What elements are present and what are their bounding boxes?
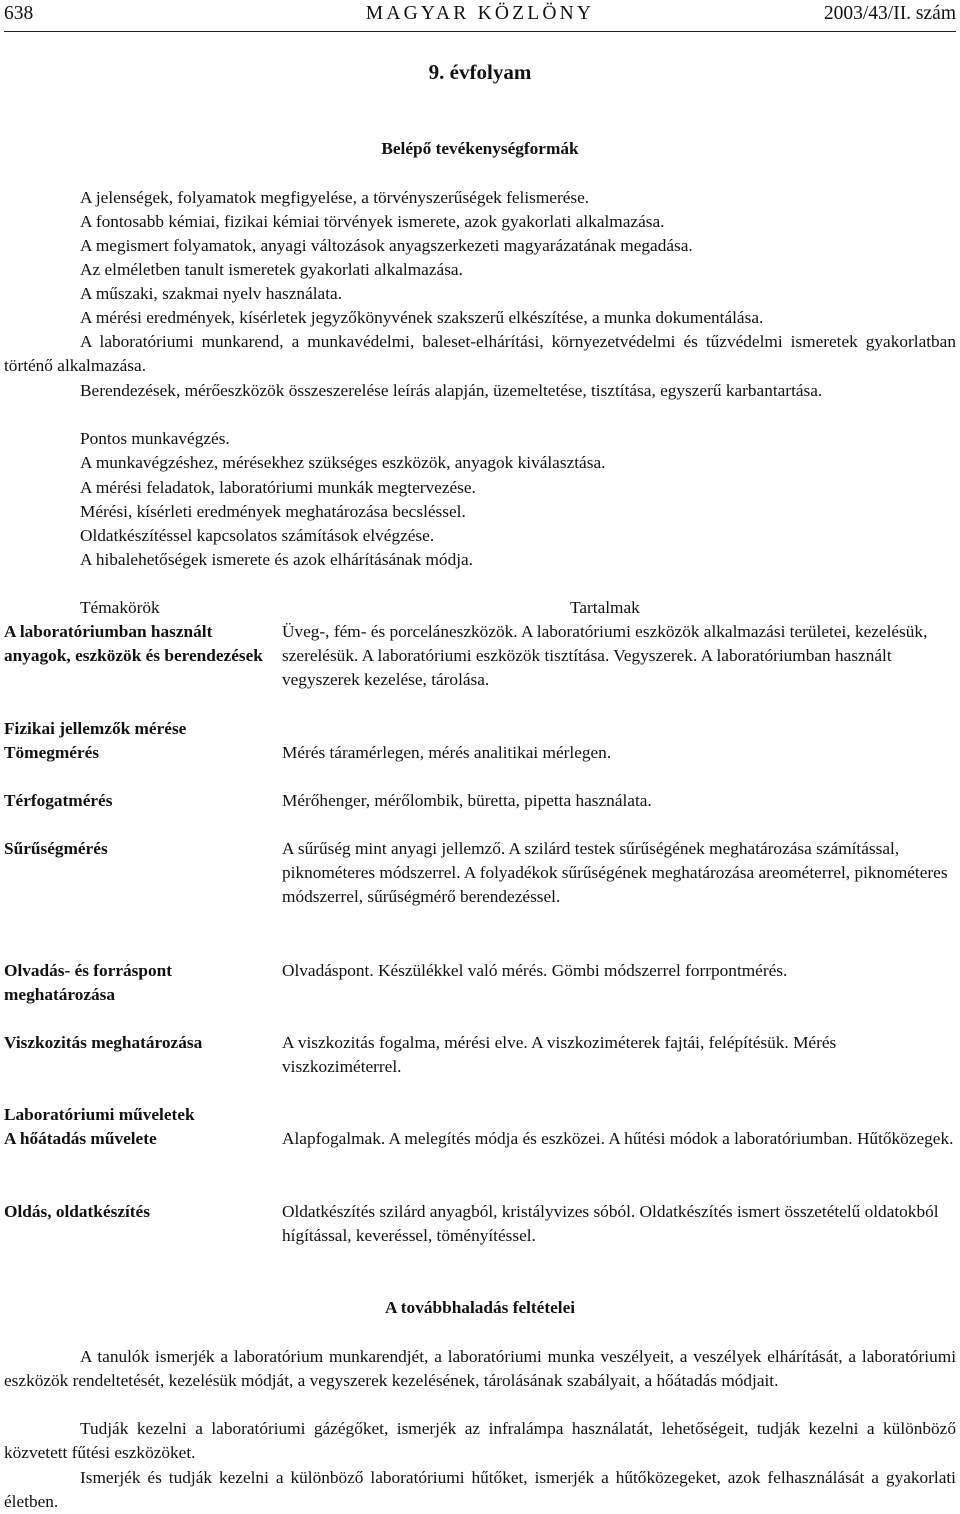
content-cell: Olvadáspont. Készülékkel való mérés. Gömbi módszerrel forrpontmérés. [282, 961, 788, 980]
activity-item: Mérési, kísérleti eredmények meghatározása becsléssel. [80, 502, 466, 521]
column-header-contents: Tartalmak [570, 598, 640, 617]
activity-item: A mérési feladatok, laboratóriumi munkák megtervezése. [80, 478, 476, 497]
activity-item: A munkavégzéshez, mérésekhez szükséges eszközök, anyagok kiválasztása. [80, 453, 606, 472]
topic-cell: Sűrűségmérés [4, 839, 108, 858]
entry-activities-heading: Belépő tevékenységformák [381, 139, 579, 158]
column-header-topics: Témakörök [80, 598, 160, 617]
topic-cell: A hőátadás művelete [4, 1129, 157, 1148]
topic-cell: Laboratóriumi műveletek [4, 1105, 195, 1124]
topic-cell: Fizikai jellemzők mérése [4, 719, 187, 738]
topic-cell: Viszkozitás meghatározása [4, 1033, 203, 1052]
activity-item: A megismert folyamatok, anyagi változások anyagszerkezeti magyarázatának megadása. [80, 236, 693, 255]
activity-item: Pontos munkavégzés. [80, 429, 230, 448]
topic-cell: Olvadás- és forráspont meghatározása [4, 961, 173, 1005]
activity-item: A műszaki, szakmai nyelv használata. [80, 284, 343, 303]
topic-cell: Tömegmérés [4, 743, 100, 762]
topic-cell: A laboratóriumban használt anyagok, eszközök és berendezések [4, 622, 263, 666]
activity-item: A jelenségek, folyamatok megfigyelése, a törvényszerűségek felismerése. [80, 188, 590, 207]
content-cell: Mérőhenger, mérőlombik, büretta, pipetta használata. [282, 791, 652, 810]
journal-title: MAGYAR KÖZLÖNY [365, 3, 595, 24]
activity-item: A hibalehetőségek ismerete és azok elhárításának módja. [80, 550, 473, 569]
running-header [4, 2, 956, 30]
activity-item: Oldatkészítéssel kapcsolatos számítások elvégzése. [80, 526, 435, 545]
topic-cell: Oldás, oldatkészítés [4, 1202, 150, 1221]
page-number: 638 [4, 3, 34, 24]
content-cell: Alapfogalmak. A melegítés módja és eszközei. A hűtési módok a laboratóriumban. Hűtőközegek. [282, 1129, 954, 1148]
content-cell: A sűrűség mint anyagi jellemző. A szilárd testek sűrűségének meghatározása számítással, piknométeres módszerrel. A folyadékok sűrűségének meghatározása areométerrel, piknométeres módszerrel, sűrűségmérő berendezéssel. [282, 839, 948, 907]
content-cell: Üveg-, fém- és porceláneszközök. A laboratóriumi eszközök alkalmazási területei, kezelésük, szerelésük. A laboratóriumi eszközök tisztítása. Vegyszerek. A laboratóriumban használt vegyszerek kezelése, tárolása. [282, 622, 928, 690]
header-rule [4, 31, 956, 32]
year-heading: 9. évfolyam [428, 60, 532, 84]
activity-item: Berendezések, mérőeszközök összeszerelése leírás alapján, üzemeltetése, tisztítása, egyszerű karbantartása. [80, 381, 823, 400]
content-cell: Mérés táramérlegen, mérés analitikai mérlegen. [282, 743, 612, 762]
progression-paragraph: A tanulók ismerjék a laboratórium munkarendjét, a laboratóriumi munka veszélyeit, a veszélyek elhárítását, a laboratóriumi eszközök rendeltetését, kezelésük módját, a vegyszerek kezelésének, tárolásának szabályait, a hőátadás módjait. [4, 1347, 956, 1391]
activity-item: A fontosabb kémiai, fizikai kémiai törvények ismerete, azok gyakorlati alkalmazása. [80, 212, 665, 231]
issue-number: 2003/43/II. szám [823, 3, 956, 24]
content-cell: A viszkozitás fogalma, mérési elve. A viszkoziméterek fajtái, felépítésük. Mérés viszkoziméterrel. [282, 1033, 837, 1077]
progression-heading: A továbbhaladás feltételei [384, 1298, 576, 1317]
activity-item: A laboratóriumi munkarend, a munkavédelmi, baleset-elhárítási, környezetvédelmi és tűzvédelmi ismeretek gyakorlatban történő alkalmazása. [4, 332, 956, 376]
activity-item: Az elméletben tanult ismeretek gyakorlati alkalmazása. [80, 260, 463, 279]
topic-cell: Térfogatmérés [4, 791, 113, 810]
content-cell: Oldatkészítés szilárd anyagból, kristályvizes sóból. Oldatkészítés ismert összetételű oldatokból hígítással, keveréssel, töményítéssel. [282, 1202, 939, 1246]
progression-paragraph: Ismerjék és tudják kezelni a különböző laboratóriumi hűtőket, ismerjék a hűtőközegeket, azok felhasználását a gyakorlati életben. [4, 1468, 956, 1512]
activity-item: A mérési eredmények, kísérletek jegyzőkönyvének szakszerű elkészítése, a munka dokumentálása. [80, 308, 764, 327]
progression-paragraph: Tudják kezelni a laboratóriumi gázégőket, ismerjék az infralámpa használatát, lehetőségeit, tudják kezelni a különböző közvetett fűtési eszközöket. [4, 1419, 956, 1463]
